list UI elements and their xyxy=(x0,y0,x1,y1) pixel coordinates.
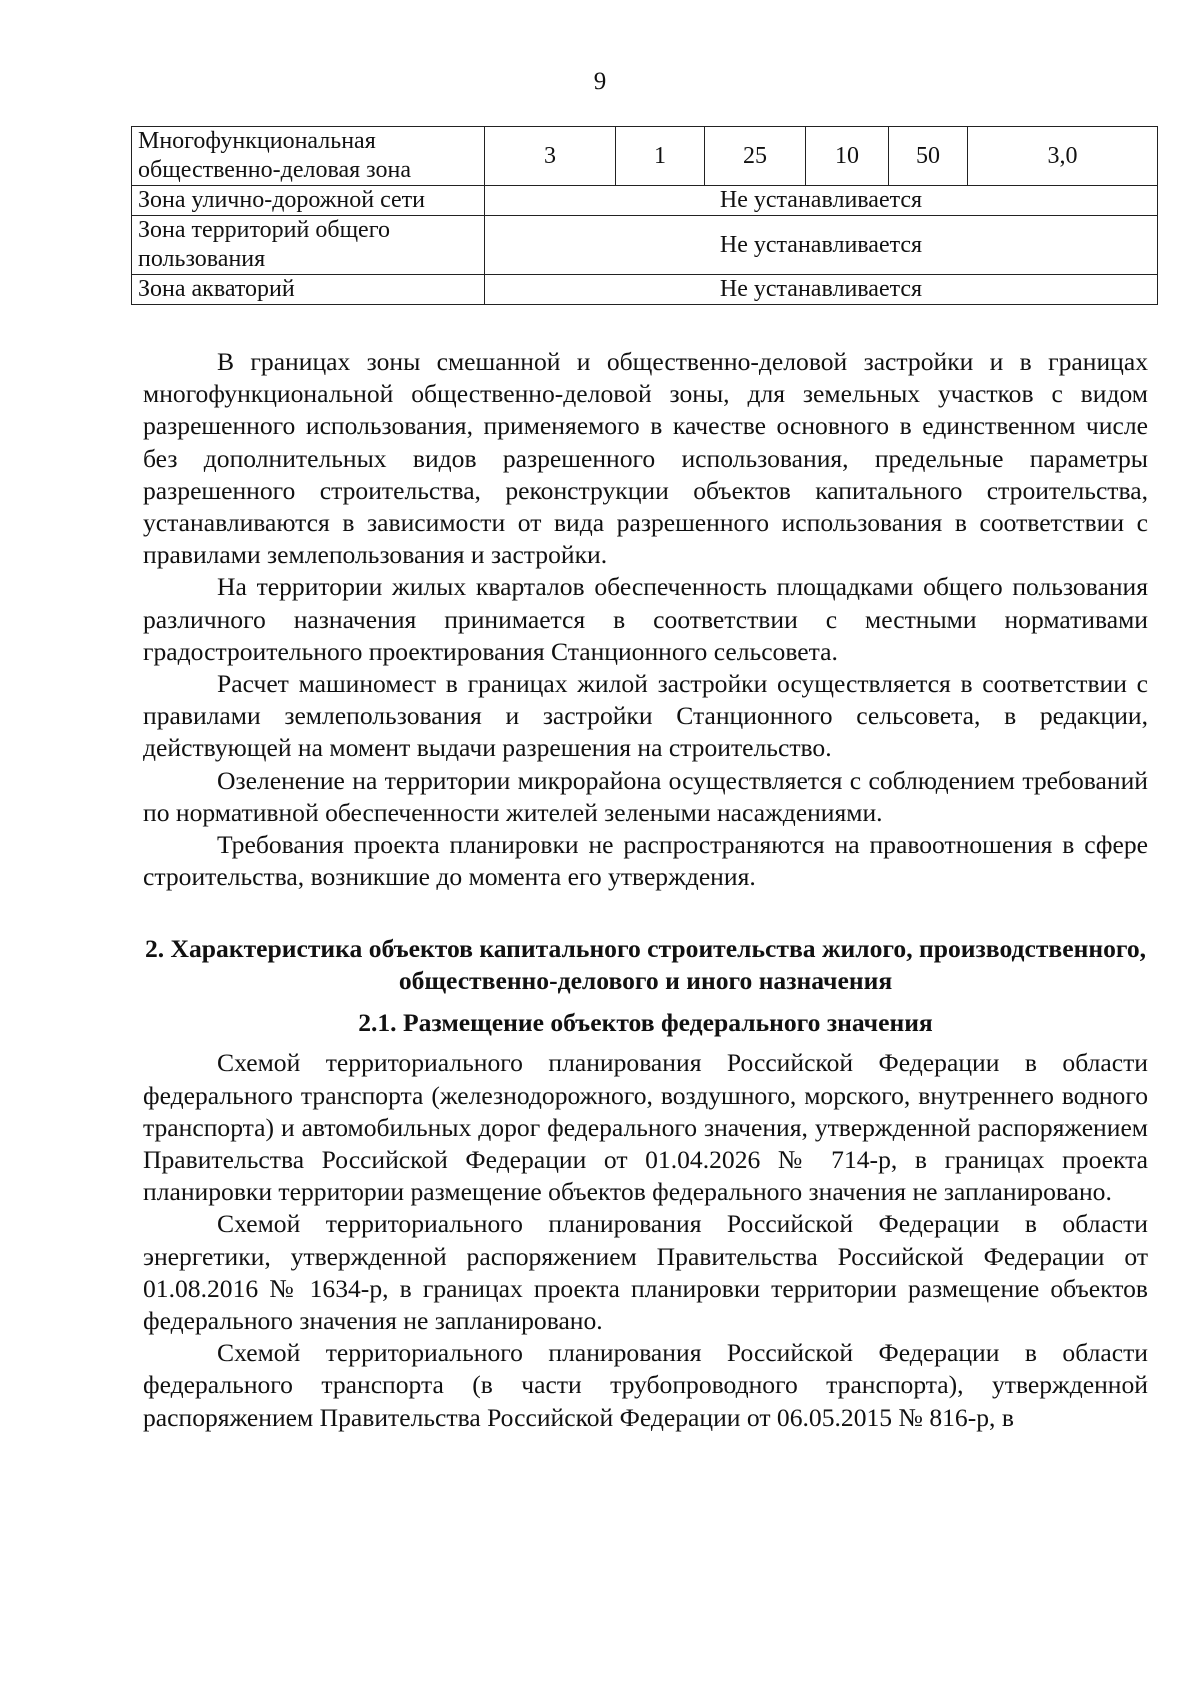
paragraph: Требования проекта планировки не распространяются на правоотношения в сфере строительства, возникшие до момента его утверждения. xyxy=(143,830,1148,892)
table-row xyxy=(132,275,1158,305)
merged-value-cell: Не устанавливается xyxy=(485,216,1158,275)
value-cell: 10 xyxy=(806,127,889,186)
paragraph: Озеленение на территории микрорайона осуществляется с соблюдением требований по нормативной обеспеченности жителей зелеными насаждениями. xyxy=(143,765,1148,827)
table-row xyxy=(132,127,1158,186)
section-heading: 2. Характеристика объектов капитального строительства жилого, производственного, общественно-делового и иного назначения xyxy=(144,934,1147,996)
zone-name-cell: Зона акваторий xyxy=(132,275,485,305)
merged-value-cell: Не устанавливается xyxy=(485,275,1158,305)
subsection-heading: 2.1. Размещение объектов федерального значения xyxy=(358,1008,933,1038)
paragraph: Схемой территориального планирования Российской Федерации в области энергетики, утвержденной распоряжением Правительства Российской Федерации от 01.08.2016 № 1634-р, в границах проекта планировки территории размещение объектов федерального значения не запланировано. xyxy=(143,1209,1148,1336)
table-row xyxy=(132,186,1158,216)
paragraph: Расчет машиномест в границах жилой застройки осуществляется в соответствии с правилами землепользования и застройки Станционного сельсовета, в редакции, действующей на момент выдачи разрешения на строительство. xyxy=(143,669,1148,763)
paragraph: Схемой территориального планирования Российской Федерации в области федерального транспорта (в части трубопроводного транспорта), утвержденной распоряжением Правительства Российской Федерации от 06.05.2015 № 816-р, в xyxy=(143,1338,1148,1432)
paragraph: На территории жилых кварталов обеспеченность площадками общего пользования различного назначения принимается в соответствии с местными нормативами градостроительного проектирования Станционного сельсовета. xyxy=(143,572,1148,666)
merged-value-cell: Не устанавливается xyxy=(485,186,1158,216)
table-row xyxy=(132,216,1158,275)
value-cell: 3 xyxy=(485,127,616,186)
zone-name-cell: Зона улично-дорожной сети xyxy=(132,186,485,216)
value-cell: 50 xyxy=(889,127,968,186)
page-number: 9 xyxy=(593,68,607,95)
value-cell: 25 xyxy=(705,127,806,186)
zones-table xyxy=(131,126,1158,305)
paragraph: В границах зоны смешанной и общественно-деловой застройки и в границах многофункциональной общественно-деловой зоны, для земельных участков с видом разрешенного использования, применяемого в качестве основного в единственном числе без дополнительных видов разрешенного использования, предельные параметры разрешенного строительства, реконструкции объектов капитального строительства, устанавливаются в зависимости от вида разрешенного использования в соответствии с правилами землепользования и застройки. xyxy=(143,347,1148,570)
value-cell: 1 xyxy=(616,127,705,186)
zone-name-cell: Многофункциональная общественно-деловая зона xyxy=(132,127,485,186)
body-text xyxy=(143,346,1148,1434)
value-cell: 3,0 xyxy=(968,127,1158,186)
paragraph: Схемой территориального планирования Российской Федерации в области федерального транспорта (железнодорожного, воздушного, морского, внутреннего водного транспорта) и автомобильных дорог федерального значения, утвержденной распоряжением Правительства Российской Федерации от 01.04.2026 № 714-р, в границах проекта планировки территории размещение объектов федерального значения не запланировано. xyxy=(143,1048,1148,1207)
zone-name-cell: Зона территорий общего пользования xyxy=(132,216,485,275)
